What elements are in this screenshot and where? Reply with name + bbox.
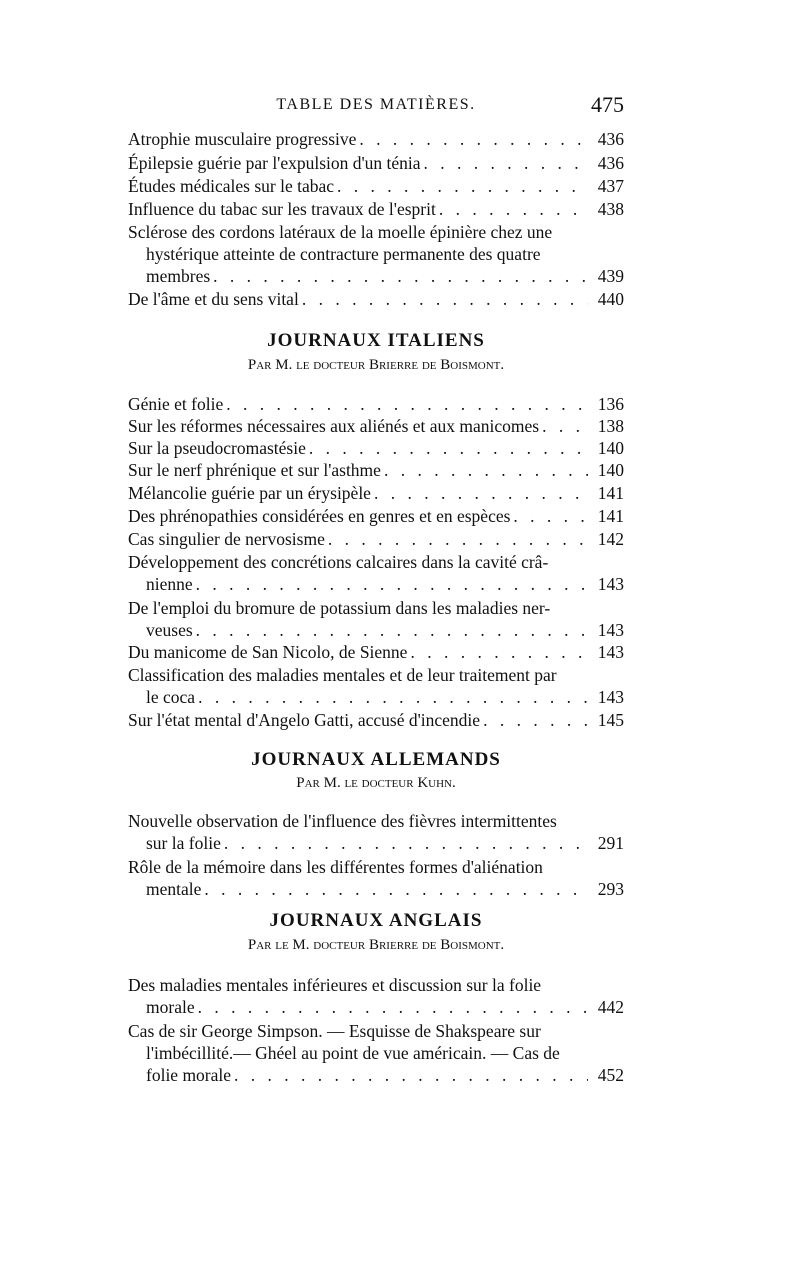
leader-dots xyxy=(198,686,588,708)
entry-title: mentale xyxy=(146,879,202,899)
leader-dots xyxy=(204,878,588,900)
leader-dots xyxy=(302,288,588,310)
entry-line: Développement des concrétions calcaires dans la cavité crâ- xyxy=(128,552,549,572)
entry-line: hystérique atteinte de contracture permanente des quatre xyxy=(146,244,541,264)
entry-title: Cas singulier de nervosisme xyxy=(128,529,325,549)
entry-line: Des maladies mentales inférieures et discussion sur la folie xyxy=(128,975,542,995)
entry-title: Sur les réformes nécessaires aux aliénés et aux manicomes xyxy=(128,416,540,436)
leader-dots xyxy=(424,152,588,174)
entry-title: De l'âme et du sens vital xyxy=(128,289,299,309)
leader-dots xyxy=(359,128,588,150)
entry-page: 437 xyxy=(597,176,624,196)
leader-dots xyxy=(226,393,588,415)
toc-entry xyxy=(128,505,624,527)
entry-title: nienne xyxy=(146,574,193,594)
leader-dots xyxy=(410,641,588,663)
entry-title: membres xyxy=(146,266,211,286)
section-author-italiens: Par M. le docteur Brierre de Boismont. xyxy=(247,357,505,373)
toc-entry xyxy=(128,482,624,504)
entry-line: De l'emploi du bromure de potassium dans les maladies ner- xyxy=(128,598,551,618)
entry-page: 140 xyxy=(597,438,624,458)
section-title-anglais: JOURNAUX ANGLAIS xyxy=(269,910,483,931)
leader-dots xyxy=(234,1064,588,1086)
running-header xyxy=(128,92,624,122)
leader-dots xyxy=(513,505,588,527)
toc-entry xyxy=(128,597,624,641)
entry-title: le coca xyxy=(146,687,196,707)
leader-dots xyxy=(384,459,588,481)
toc-entry xyxy=(128,152,624,174)
leader-dots xyxy=(483,709,588,731)
entry-page: 436 xyxy=(597,129,624,149)
toc-entry xyxy=(128,393,624,415)
entry-title: folie morale xyxy=(146,1065,232,1085)
entry-page: 442 xyxy=(597,997,624,1017)
toc-entry xyxy=(128,459,624,481)
entry-line: Sclérose des cordons latéraux de la moelle épinière chez une xyxy=(128,222,553,242)
leader-dots xyxy=(439,198,588,220)
page-number: 475 xyxy=(591,92,624,117)
entry-page: 143 xyxy=(597,687,624,707)
entry-page: 141 xyxy=(597,483,624,503)
section-author-allemands: Par M. le docteur Kuhn. xyxy=(296,775,456,791)
entry-page: 438 xyxy=(597,199,624,219)
entry-page: 143 xyxy=(597,620,624,640)
toc-entry xyxy=(128,664,624,708)
entry-title: Sur la pseudocromastésie xyxy=(128,438,306,458)
leader-dots xyxy=(196,573,588,595)
entry-line: l'imbécillité.— Ghéel au point de vue américain. — Cas de xyxy=(146,1043,560,1063)
entry-title: Atrophie musculaire progressive xyxy=(128,129,357,149)
entry-title: Sur le nerf phrénique et sur l'asthme xyxy=(128,460,381,480)
leader-dots xyxy=(337,175,588,197)
entry-title: Études médicales sur le tabac xyxy=(128,176,335,196)
entry-page: 143 xyxy=(597,642,624,662)
entry-line: Classification des maladies mentales et de leur traitement par xyxy=(128,665,557,685)
leader-dots xyxy=(196,619,588,641)
entry-title: Épilepsie guérie par l'expulsion d'un ténia xyxy=(128,153,421,173)
entry-title: Influence du tabac sur les travaux de l'esprit xyxy=(128,199,436,219)
entry-line: Rôle de la mémoire dans les différentes formes d'aliénation xyxy=(128,857,543,877)
toc-entry xyxy=(128,641,624,663)
leader-dots xyxy=(374,482,588,504)
leader-dots xyxy=(542,415,588,437)
entry-page: 145 xyxy=(597,710,624,730)
toc-entry xyxy=(128,415,624,437)
entry-title: Des phrénopathies considérées en genres et en espèces xyxy=(128,506,511,526)
toc-entry xyxy=(128,974,624,1018)
entry-page: 291 xyxy=(597,833,624,853)
entry-title: morale xyxy=(146,997,195,1017)
entry-title: veuses xyxy=(146,620,193,640)
section-author-anglais: Par le M. docteur Brierre de Boismont. xyxy=(247,937,505,953)
section-title-allemands: JOURNAUX ALLEMANDS xyxy=(251,749,501,770)
section-title-italiens: JOURNAUX ITALIENS xyxy=(267,330,485,351)
header-title: TABLE DES MATIÈRES. xyxy=(276,96,476,113)
toc-entry xyxy=(128,856,624,900)
entry-page: 140 xyxy=(597,460,624,480)
toc-entry xyxy=(128,288,624,310)
entry-title: Génie et folie xyxy=(128,394,224,414)
entry-page: 143 xyxy=(597,574,624,594)
toc-entry xyxy=(128,175,624,197)
leader-dots xyxy=(224,832,588,854)
toc-entry xyxy=(128,128,624,150)
toc-entry xyxy=(128,221,624,287)
entry-page: 452 xyxy=(597,1065,624,1085)
toc-entry xyxy=(128,551,624,595)
leader-dots xyxy=(328,528,588,550)
toc-entry xyxy=(128,1020,624,1086)
entry-page: 436 xyxy=(597,153,624,173)
entry-page: 136 xyxy=(597,394,624,414)
toc-entry xyxy=(128,198,624,220)
entry-page: 440 xyxy=(597,289,624,309)
entry-page: 142 xyxy=(597,529,624,549)
entry-title: Sur l'état mental d'Angelo Gatti, accusé d'incendie xyxy=(128,710,481,730)
toc-entry xyxy=(128,810,624,854)
toc-entry xyxy=(128,528,624,550)
entry-page: 439 xyxy=(597,266,624,286)
entry-page: 293 xyxy=(597,879,624,899)
entry-title: Du manicome de San Nicolo, de Sienne xyxy=(128,642,408,662)
entry-page: 138 xyxy=(597,416,624,436)
entry-line: Nouvelle observation de l'influence des fièvres intermittentes xyxy=(128,811,557,831)
toc-entry xyxy=(128,437,624,459)
entry-title: Mélancolie guérie par un érysipèle xyxy=(128,483,371,503)
toc-entry xyxy=(128,709,624,731)
entry-page: 141 xyxy=(597,506,624,526)
entry-title: sur la folie xyxy=(146,833,221,853)
leader-dots xyxy=(213,265,588,287)
leader-dots xyxy=(198,996,588,1018)
leader-dots xyxy=(309,437,588,459)
entry-line: Cas de sir George Simpson. — Esquisse de Shakspeare sur xyxy=(128,1021,541,1041)
